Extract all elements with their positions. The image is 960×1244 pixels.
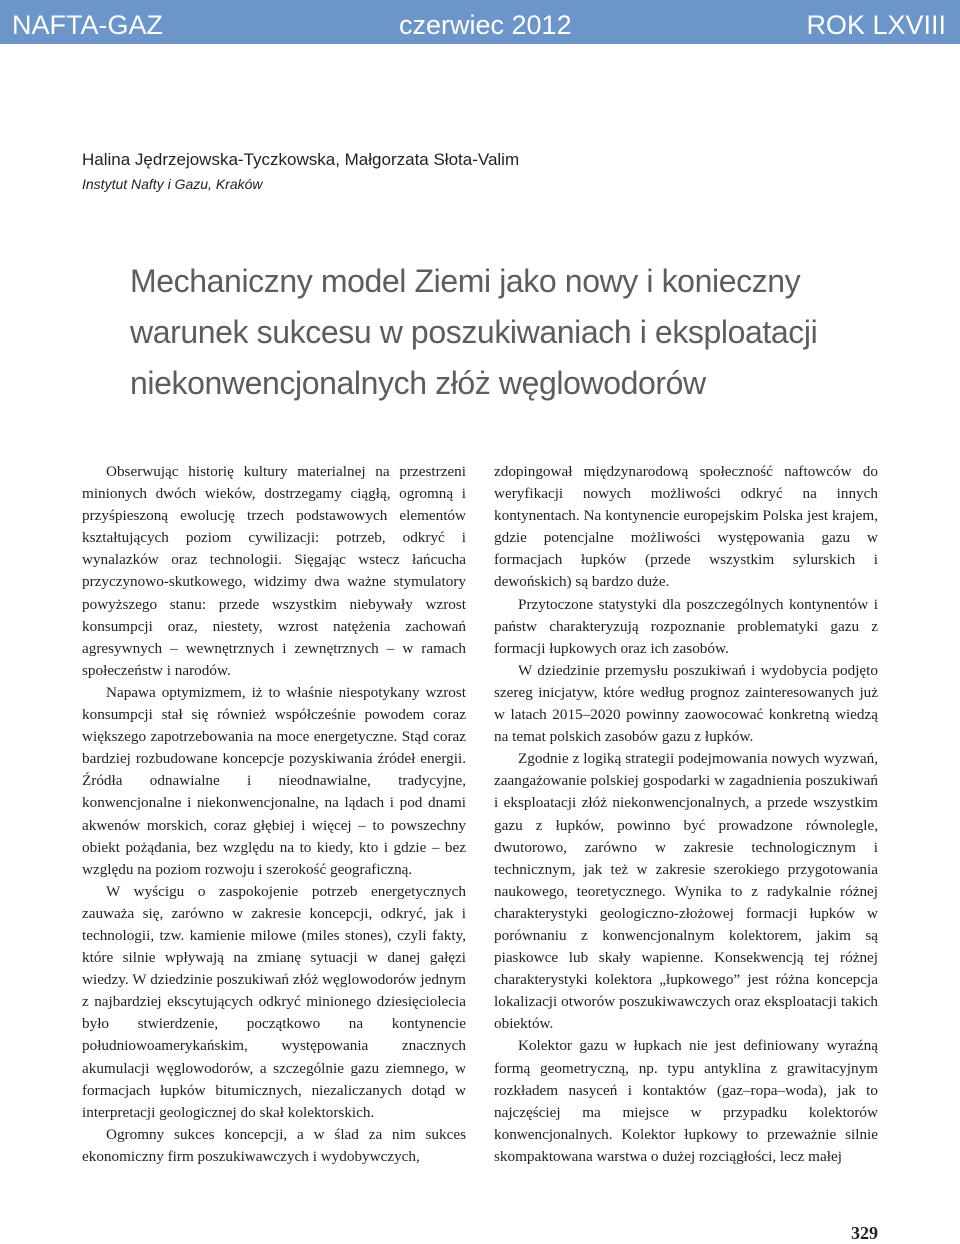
journal-header-bar: [0, 0, 960, 44]
page-number: 329: [851, 1223, 878, 1243]
title-line: Mechaniczny model Ziemi jako nowy i konieczny: [130, 263, 801, 299]
title-line: niekonwencjonalnych złóż węglowodorów: [130, 365, 706, 401]
paragraph: Zgodnie z logiką strategii podejmowania nowych wyzwań, zaangażowanie polskiej gospodarki w zagadnienia poszukiwań i eksploatacji złóż niekonwencjonalnych, a przede wszystkim gazu z łupków, powinno być prowadzone równolegle, dwutorowo, zarówno w zakresie technologicznym i technicznym, jak też w zakresie szerokiego przygotowania naukowego, teoretycznego. Wynika to z radykalnie różnej charakterystyki geologiczno-złożowej formacji łupków w porównaniu z konwencjonalnym kolektorem, jakim są piaskowce lub skały wapienne. Konsekwencją tej różnej charakterystyki kolektora „łupkowego” jest różna koncepcja lokalizacji otworów poszukiwawczych oraz eksploatacji takich obiektów.: [494, 750, 878, 1033]
authors: Halina Jędrzejowska-Tyczkowska, Małgorzata Słota-Valim: [82, 150, 520, 169]
issue-date: czerwiec 2012: [399, 10, 572, 40]
volume-label: ROK LXVIII: [806, 10, 946, 40]
paragraph: Kolektor gazu w łupkach nie jest definiowany wyraźną formą geometryczną, np. typu antyklina z grawitacyjnym rozkładem nasyceń i kontaktów (gaz–ropa–woda), jak to najczęściej ma miejsce w przypadku kolektorów konwencjonalnych. Kolektor łupkowy to przeważnie silnie skompaktowana warstwa o dużej rozciągłości, lecz małej: [494, 1037, 878, 1165]
title-line: warunek sukcesu w poszukiwaniach i eksploatacji: [130, 314, 818, 350]
paragraph: Obserwując historię kultury materialnej na przestrzeni minionych dwóch wieków, dostrzegamy ciągłą, ogromną i przyśpieszoną ewolucję trzech podstawowych elementów kształtujących poziom cywilizacji: potrzeb, odkryć i wynalazków oraz technologii. Sięgając wstecz łańcucha przyczynowo-skutkowego, widzimy dwa ważne stymulatory powyższego stanu: przede wszystkim niebywały wzrost konsumpcji oraz, niestety, wzrost natężenia zachowań agresywnych – wewnętrznych i zewnętrznych – w ramach społeczeństw i narodów.: [82, 463, 466, 679]
paragraph: Napawa optymizmem, iż to właśnie niespotykany wzrost konsumpcji stał się również współcześnie powodem coraz większego zapotrzebowania na moce energetyczne. Stąd coraz bardziej rozbudowane koncepcje pozyskiwania źródeł energii. Źródła odnawialne i nieodnawialne, tradycyjne, konwencjonalne i niekonwencjonalne, na lądach i pod dnami akwenów morskich, coraz głębiej i więcej – to powszechny obiekt pożądania, bez względu na to kiedy, kto i gdzie – bez względu na poziom rozwoju i szerokość geograficzną.: [82, 683, 466, 878]
paragraph: W wyścigu o zaspokojenie potrzeb energetycznych zauważa się, zarówno w zakresie koncepcji, odkryć, jak i technologii, tzw. kamienie milowe (miles stones), czyli fakty, które silnie wpływają na zmianę sytuacji w danej gałęzi wiedzy. W dziedzinie poszukiwań złóż węglowodorów jednym z najbardziej ekscytujących odkryć minionego dziesięciolecia było stwierdzenie, początkowo na kontynencie południowoamerykańskim, występowania znacznych akumulacji węglowodorów, a szczególnie gazu ziemnego, w formacjach łupków bitumicznych, niezaliczanych dotąd w interpretacji geologicznej do skał kolektorskich.: [82, 882, 466, 1121]
affiliation: Instytut Nafty i Gazu, Kraków: [82, 176, 263, 192]
paragraph: W dziedzinie przemysłu poszukiwań i wydobycia podjęto szereg inicjatyw, które według prognoz zainteresowanych już w latach 2015–2020 powinny zaowocować konkretną wiedzą na temat polskich zasobów gazu z łupków.: [494, 661, 878, 746]
left-text-column: [82, 461, 466, 1168]
right-text-column: [494, 461, 878, 1168]
paragraph: Ogromny sukces koncepcji, a w ślad za nim sukces ekonomiczny firm poszukiwawczych i wydobywczych,: [82, 1125, 466, 1165]
article-title: [130, 256, 870, 409]
journal-name: NAFTA-GAZ: [12, 10, 163, 40]
paragraph: zdopingował międzynarodową społeczność naftowców do weryfikacji nowych możliwości odkryć na innych kontynentach. Na kontynencie europejskim Polska jest krajem, gdzie potencjalne możliwości występowania gazu w formacjach łupków (przede wszystkim sylurskich i dewońskich) są bardzo duże.: [494, 463, 878, 591]
paragraph: Przytoczone statystyki dla poszczególnych kontynentów i państw charakteryzują rozpoznanie problematyki gazu z formacji łupkowych oraz ich zasobów.: [494, 595, 878, 657]
